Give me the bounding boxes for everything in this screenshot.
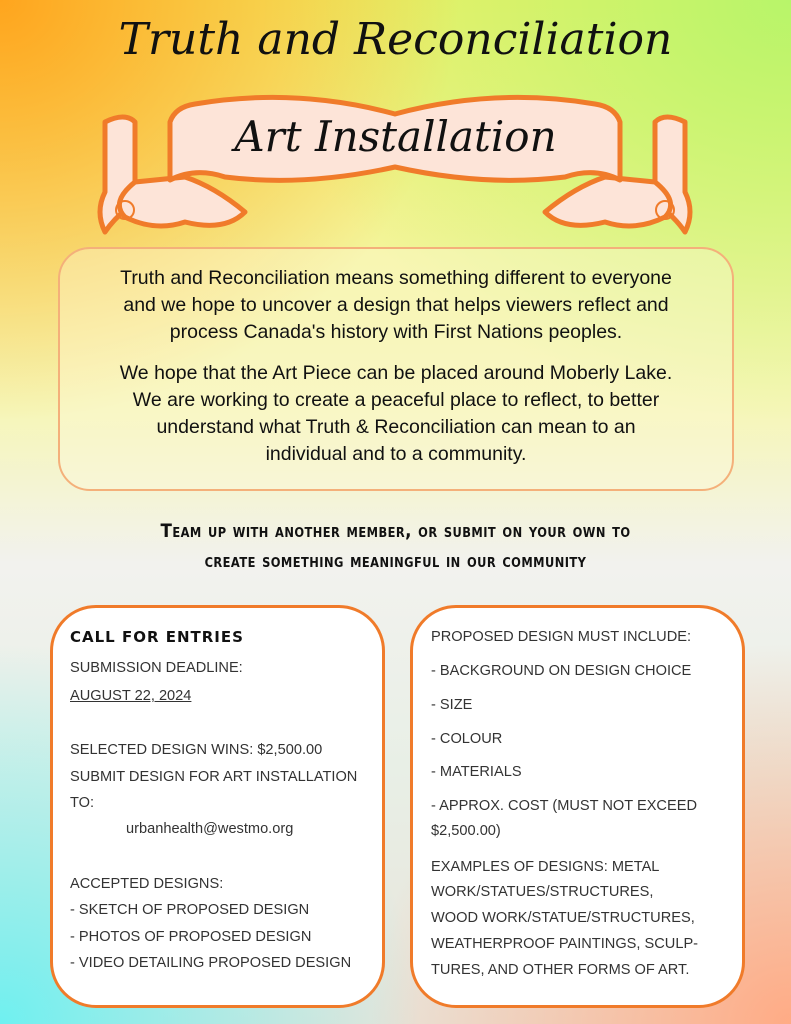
deadline-date: AUGUST 22, 2024: [70, 688, 192, 704]
list-item: - SIZE: [431, 697, 473, 713]
list-item: $2,500.00): [431, 823, 501, 839]
list-item: - VIDEO DETAILING PROPOSED DESIGN: [70, 955, 352, 971]
text-line: understand what Truth & Reconciliation can mean to an: [156, 416, 636, 438]
text-line: WORK/STATUES/STRUCTURES,: [431, 884, 654, 900]
card-heading: PROPOSED DESIGN MUST INCLUDE:: [431, 629, 692, 645]
text-line: EXAMPLES OF DESIGNS: METAL: [431, 859, 660, 875]
text-line: We hope that the Art Piece can be placed around Moberly Lake.: [119, 362, 673, 384]
text-line: WEATHERPROOF PAINTINGS, SCULP-: [431, 936, 699, 952]
prize-text: SELECTED DESIGN WINS: $2,500.00: [70, 742, 323, 758]
text-line: create something meaningful in our community: [204, 550, 587, 572]
text-line: Team up with another member, or submit on your own to: [160, 520, 631, 542]
list-item: - PHOTOS OF PROPOSED DESIGN: [70, 929, 312, 945]
list-item: - BACKGROUND ON DESIGN CHOICE: [431, 663, 692, 679]
text-line: TURES, AND OTHER FORMS OF ART.: [431, 962, 690, 978]
text-line: WOOD WORK/STATUE/STRUCTURES,: [431, 910, 695, 926]
list-item: - SKETCH OF PROPOSED DESIGN: [70, 902, 310, 918]
team-up-heading: [47, 516, 743, 576]
list-item: - APPROX. COST (MUST NOT EXCEED: [431, 798, 697, 814]
submit-text: TO:: [70, 795, 95, 811]
accepted-label: ACCEPTED DESIGNS:: [70, 876, 224, 892]
intro-paragraph-2: [70, 360, 722, 468]
list-item: - MATERIALS: [431, 764, 522, 780]
deadline-label: SUBMISSION DEADLINE:: [70, 660, 243, 676]
banner-text: Art Installation: [234, 112, 557, 161]
email-link[interactable]: urbanhealth@westmo.org: [126, 821, 294, 837]
banner-right-curl: [545, 177, 671, 226]
poster-title: Truth and Reconciliation: [118, 14, 673, 65]
text-line: process Canada's history with First Nations peoples.: [169, 321, 623, 343]
submit-text: SUBMIT DESIGN FOR ART INSTALLATION: [70, 769, 358, 785]
intro-paragraph-1: [70, 265, 722, 346]
text-line: and we hope to uncover a design that helps viewers reflect and: [123, 294, 669, 316]
list-item: - COLOUR: [431, 731, 503, 747]
banner-left-curl: [119, 177, 245, 226]
card-heading: CALL FOR ENTRIES: [70, 628, 244, 646]
text-line: Truth and Reconciliation means something different to everyone: [120, 267, 672, 289]
text-line: We are working to create a peaceful place to reflect, to better: [132, 389, 660, 411]
text-line: individual and to a community.: [265, 443, 527, 465]
